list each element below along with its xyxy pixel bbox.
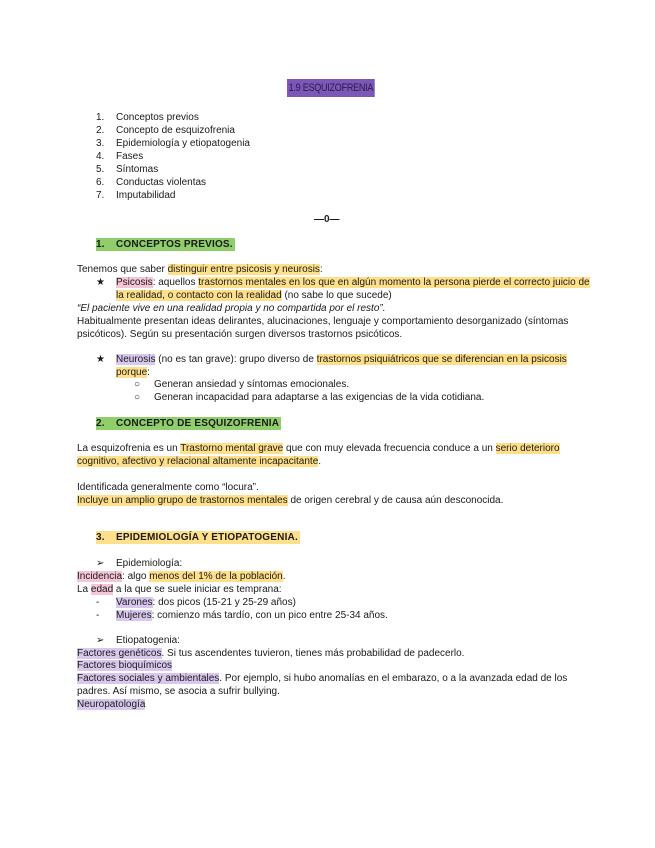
paragraph-line: Habitualmente presentan ideas delirantes, alucinaciones, lenguaje y comportamiento desorganizado (síntomas — [77, 316, 569, 327]
circle-bullet-icon: ○ — [134, 392, 141, 403]
esq-line-1: La esquizofrenia es un Trastorno mental grave que con muy elevada frecuencia conduce a un serio deterioro — [77, 443, 560, 454]
toc-item: 3. Epidemiología y etiopatogenia — [96, 138, 250, 149]
social-line-1: Factores sociales y ambientales. Por ejemplo, si hubo anomalías en el embarazo, o a la avanzada edad de los — [77, 673, 568, 684]
dash-bullet-icon: - — [96, 597, 100, 608]
toc-item: 6. Conductas violentas — [96, 177, 207, 188]
etio-heading: ➢ Etiopatogenia: — [96, 635, 180, 646]
arrow-bullet-icon: ➢ — [96, 635, 105, 646]
circle-bullet-icon: ○ — [134, 379, 141, 390]
epi-heading: ➢ Epidemiología: — [96, 558, 183, 569]
toc-item: 1. Conceptos previos — [96, 112, 199, 123]
mujeres-line: - Mujeres: comienzo más tardío, con un pico entre 25-34 años. — [96, 610, 388, 621]
esq-line-4: Incluye un amplio grupo de trastornos mentales de origen cerebral y de causa aún desconocida. — [77, 495, 504, 506]
esq-line-2: cognitivo, afectivo y relacional altamente incapacitante. — [77, 456, 322, 467]
list-item: ○ Generan incapacidad para adaptarse a las exigencias de la vida cotidiana. — [134, 392, 485, 403]
genetic-line: Factores genéticos. Si tus ascendentes tuvieron, tienes más probabilidad de padecerlo. — [77, 648, 465, 659]
biochem-line: Factores bioquímicos — [77, 660, 173, 671]
varones-line: - Varones: dos picos (15-21 y 25-29 años) — [96, 597, 296, 608]
quote: “El paciente vive en una realidad propia y no compartida por el resto”. — [77, 303, 386, 314]
section-heading-1: 1. CONCEPTOS PREVIOS. — [96, 239, 233, 250]
separator: —0— — [314, 214, 340, 225]
age-line: La edad a la que se suele iniciar es temprana: — [77, 584, 282, 595]
esq-line-3: Identificada generalmente como “locura”. — [77, 482, 259, 493]
star-icon: ★ — [96, 277, 105, 288]
paragraph-line: psicóticos). Según su presentación surgen diversos trastornos psicóticos. — [77, 329, 403, 340]
toc-item: 7. Imputabilidad — [96, 190, 176, 201]
arrow-bullet-icon: ➢ — [96, 558, 105, 569]
star-icon: ★ — [96, 354, 105, 365]
list-item: ○ Generan ansiedad y síntomas emocionales. — [134, 379, 350, 390]
toc-item: 2. Concepto de esquizofrenia — [96, 125, 235, 136]
psicosis-line-2: la realidad, o contacto con la realidad (no sabe lo que sucede) — [116, 290, 392, 301]
section-heading-2: 2. CONCEPTO DE ESQUIZOFRENIA — [96, 418, 280, 429]
neurosis-line-2: porque: — [116, 367, 150, 378]
psicosis-line-1: ★ Psicosis: aquellos trastornos mentales en los que en algún momento la persona pierde el correcto juicio de — [96, 277, 590, 288]
incidence-line: Incidencia: algo menos del 1% de la población. — [77, 571, 286, 582]
toc-item: 4. Fases — [96, 151, 144, 162]
section-heading-3: 3. EPIDEMIOLOGÍA Y ETIOPATOGENIA. — [96, 532, 298, 543]
dash-bullet-icon: - — [96, 610, 100, 621]
toc-item: 5. Síntomas — [96, 164, 159, 175]
paragraph-intro: Tenemos que saber distinguir entre psicosis y neurosis: — [77, 264, 323, 275]
page-title: 1.9 ESQUIZOFRENIA — [287, 79, 375, 97]
neurosis-line-1: ★ Neurosis (no es tan grave): grupo diverso de trastornos psiquiátricos que se diferencian en la psicosis — [96, 354, 567, 365]
neuro-line: Neuropatología — [77, 699, 146, 710]
social-line-2: padres. Así mismo, se asocia a sufrir bullying. — [77, 686, 280, 697]
